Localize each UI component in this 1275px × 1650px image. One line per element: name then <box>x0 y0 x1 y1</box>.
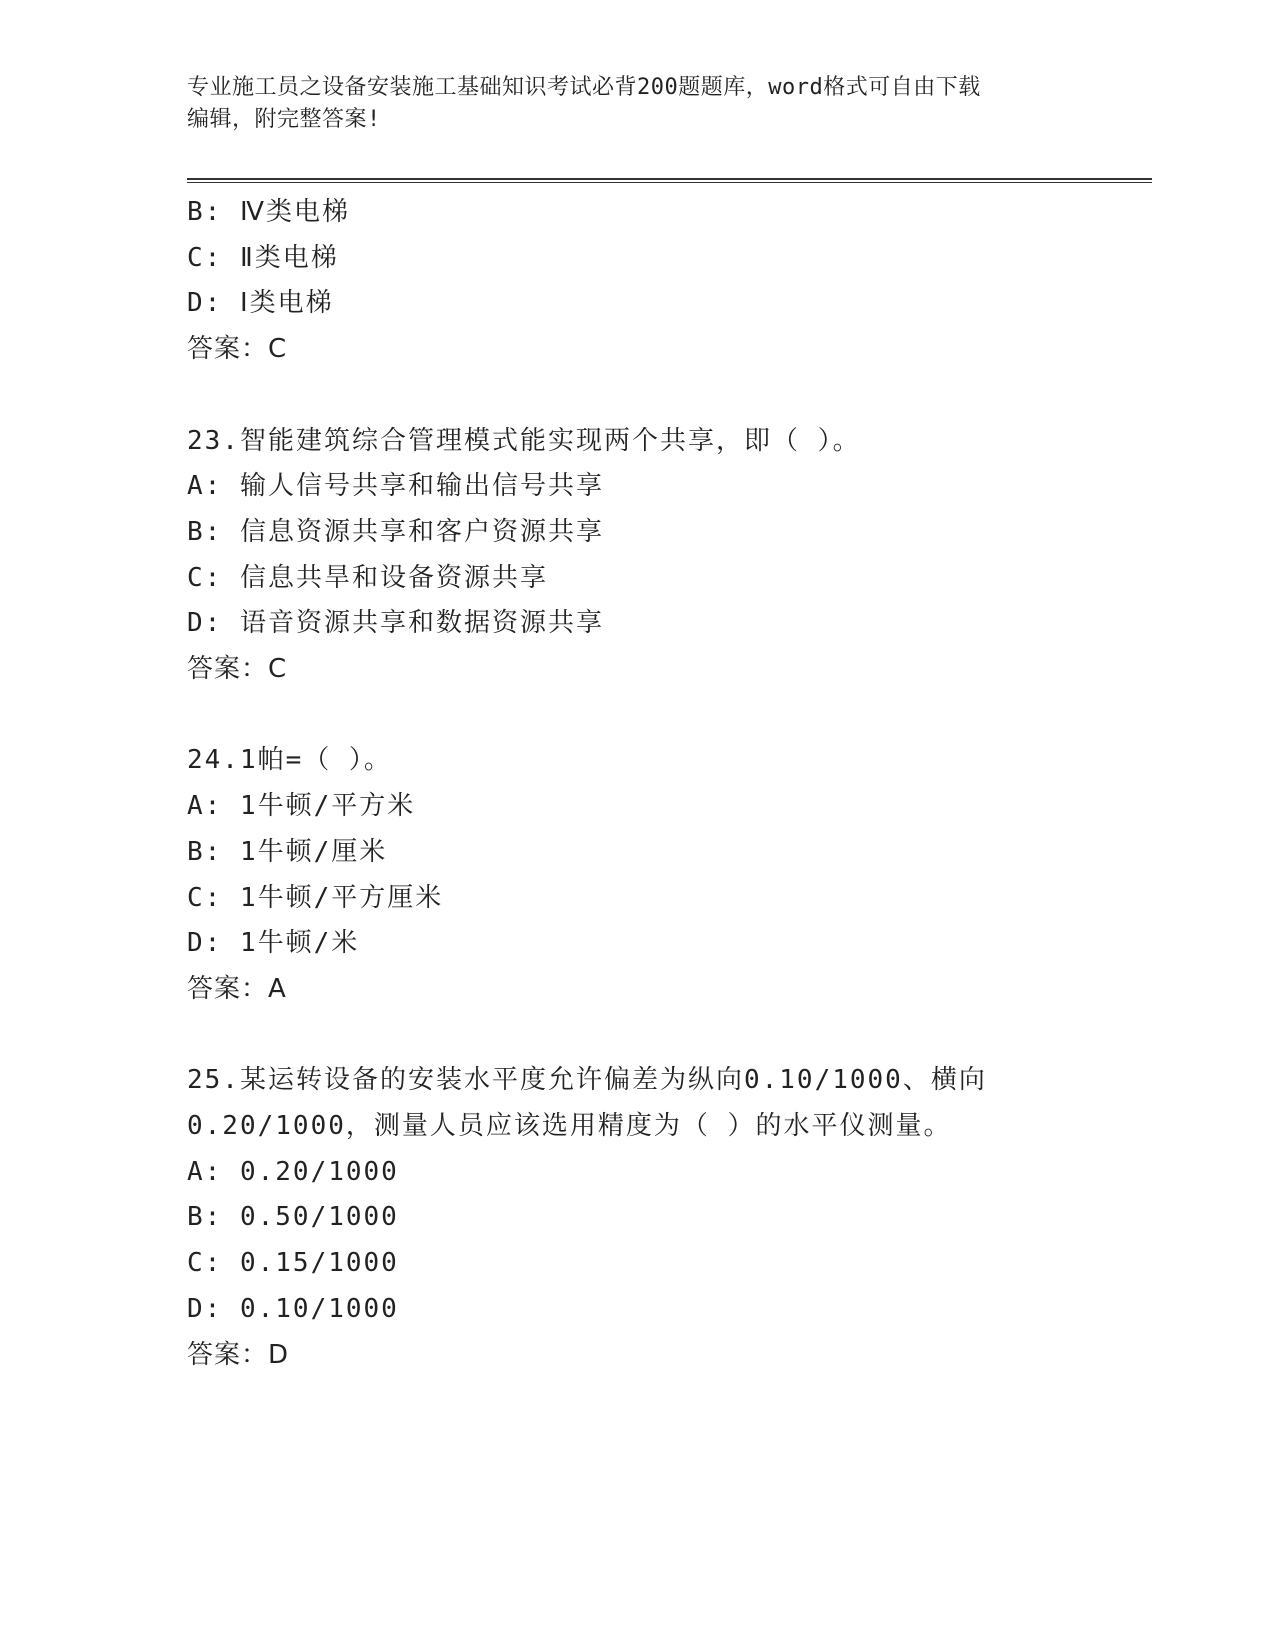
question-22-tail <box>187 190 1147 373</box>
option-c: C: 0.15/1000 <box>187 1248 399 1279</box>
option-a: A: 输人信号共享和输出信号共享 <box>187 471 604 502</box>
option-c: C: 信息共旱和设备资源共享 <box>187 562 548 593</box>
option-b: B: 0.50/1000 <box>187 1202 399 1233</box>
header-line-1: 专业施工员之设备安装施工基础知识考试必背200题题库，word格式可自由下载 <box>187 75 981 100</box>
document-header <box>187 72 1087 136</box>
option-c: C: 1牛顿/平方厘米 <box>187 882 444 913</box>
header-divider-thin <box>187 182 1152 183</box>
answer-line: 答案：D <box>187 1339 290 1370</box>
option-b: B: 1牛顿/厘米 <box>187 836 388 867</box>
header-divider <box>187 178 1152 180</box>
option-d: D: 语音资源共享和数据资源共享 <box>187 608 604 639</box>
option-d: D: Ⅰ类电梯 <box>187 288 334 319</box>
question-25 <box>187 1058 1147 1378</box>
option-d: D: 0.10/1000 <box>187 1293 399 1324</box>
option-b: B: Ⅳ类电梯 <box>187 197 350 227</box>
question-stem: 24.1帕=（ ）。 <box>187 745 392 776</box>
question-24 <box>187 738 1147 1012</box>
answer-line: 答案：C <box>187 334 288 365</box>
question-list <box>187 190 1147 1378</box>
question-stem: 23.智能建筑综合管理模式能实现两个共享，即（ ）。 <box>187 425 861 456</box>
header-line-2: 编辑，附完整答案! <box>187 107 381 132</box>
option-a: A: 0.20/1000 <box>187 1156 399 1187</box>
option-a: A: 1牛顿/平方米 <box>187 791 416 822</box>
question-stem-line-1: 25.某运转设备的安装水平度允许偏差为纵向0.10/1000、横向 <box>187 1065 987 1096</box>
question-stem-line-2: 0.20/1000，测量人员应该选用精度为（ ）的水平仪测量。 <box>187 1111 952 1142</box>
option-b: B: 信息资源共享和客户资源共享 <box>187 516 604 547</box>
option-d: D: 1牛顿/米 <box>187 928 360 959</box>
option-c: C: Ⅱ类电梯 <box>187 242 339 273</box>
answer-line: 答案：C <box>187 654 288 685</box>
answer-line: 答案：A <box>187 973 287 1004</box>
question-23 <box>187 419 1147 693</box>
